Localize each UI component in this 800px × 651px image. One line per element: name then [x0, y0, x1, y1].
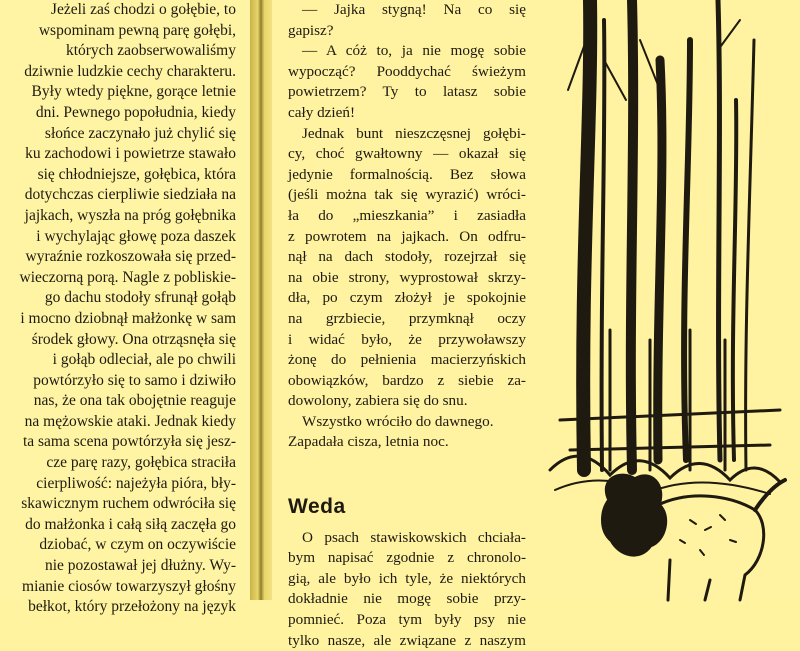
text-line: ła do „mieszkania” i zasiadła	[288, 206, 526, 224]
text-line: żonę do pełnienia macierzyńskich	[288, 351, 526, 369]
text-line: z powrotem na jajkach. On odfru-	[288, 227, 526, 245]
text-line: wspominam pewną parę gołębi,	[38, 21, 236, 39]
text-line: bełkot, który przełożony na język	[28, 598, 236, 616]
text-line: pomnieć. Poza tym były psy nie	[288, 611, 526, 629]
text-line: dowolony, zabiera się do snu.	[288, 392, 468, 410]
text-line: gią, ale było ich tyle, że niektórych	[288, 569, 526, 587]
dog-fur-marks	[680, 515, 736, 555]
text-line: go dachu stodoły sfrunął gołąb	[44, 289, 236, 307]
text-line: nął na dach stodoły, rozejrzał się	[288, 248, 526, 266]
text-line: nas, że ona tak obojętnie reaguje	[33, 392, 236, 410]
text-line: wieczorną porą. Nagle z pobliskie-	[19, 268, 236, 286]
section-heading: Weda	[288, 495, 346, 519]
branch	[718, 20, 740, 50]
text-line: jajkach, wyszła na próg gołębnika	[24, 206, 236, 224]
text-line: Wszystko wróciło do dawnego.	[302, 412, 494, 430]
text-line: słońce zaczynało już chylić się	[44, 124, 236, 142]
tree-trunk-3	[631, 0, 633, 470]
right-page	[272, 0, 800, 649]
text-line: gapisz?	[288, 21, 334, 39]
text-line: do małżonka i całą siłą zaczęła go	[25, 515, 236, 533]
text-line: cy, choć gwałtowny — okazał się	[288, 145, 526, 163]
left-text-column	[0, 0, 236, 618]
text-line: i wychylając głowę poza daszek	[36, 227, 236, 245]
trees-and-dog-illustration	[540, 0, 800, 600]
dog-body	[658, 496, 764, 600]
text-line: Jeżeli zaś chodzi o gołębie, to	[50, 1, 236, 18]
text-line: (jeśli można tak się wyrazić) wróci-	[288, 186, 526, 204]
text-line: obowiązków, bardzo z siebie za-	[288, 371, 526, 389]
text-line: powtórzyło się to samo i dziwiło	[33, 371, 236, 389]
text-line: — A cóż to, ja nie mogę sobie	[302, 42, 526, 60]
tree-trunk-4	[658, 60, 662, 460]
undergrowth	[555, 480, 770, 494]
text-line: Jednak bunt nieszczęsnej gołębi-	[302, 124, 526, 142]
text-line: na mężowskie ataki. Jednak kiedy	[24, 412, 236, 430]
text-line: i mocno dziobnął małżonkę w sam	[20, 309, 236, 327]
text-line: ku zachodowi i powietrze stawało	[25, 145, 236, 163]
illustration-drawing	[540, 0, 800, 600]
text-line: bym napisać zgodnie z chronolo-	[288, 549, 526, 567]
dog-head	[604, 476, 665, 554]
tree-trunk-6	[718, 0, 720, 460]
text-line: nie pozostawał jej dłużny. Wy-	[44, 557, 236, 575]
text-line: środek głowy. Ona otrząsnęła się	[31, 330, 236, 348]
text-line: cierpliwość: najeżyła pióra, bły-	[36, 474, 236, 492]
book-gutter	[250, 0, 272, 600]
text-line: na grzbiecie, przymknął oczy	[288, 309, 526, 327]
text-line: których zaobserwowaliśmy	[65, 42, 236, 60]
text-line: Zapadała cisza, letnia noc.	[288, 433, 449, 451]
text-line: i widać było, że przywoławszy	[288, 330, 526, 348]
text-line: mianie ciosów towarzyszył głośny	[22, 577, 236, 595]
left-page	[0, 0, 250, 616]
text-line: O psach stawiskowskich chciała-	[302, 528, 526, 546]
text-line: ta sama scena powtórzyła się jesz-	[22, 433, 236, 451]
tree-trunk-1	[583, 0, 590, 470]
weda-paragraph	[288, 528, 526, 651]
text-line: Były wtedy piękne, gorące letnie	[31, 83, 236, 101]
text-line: cały dzień!	[288, 103, 356, 121]
branch	[604, 60, 626, 100]
dialogue-paragraphs	[288, 0, 526, 453]
text-line: powietrzem? Ty to latasz sobie	[288, 83, 526, 101]
right-text-column	[288, 0, 526, 651]
text-line: cze parę razy, gołębica straciła	[46, 454, 236, 472]
text-line: dła, po czym złożył je spokojnie	[288, 289, 526, 307]
text-line: dokładnie nie mogę sobie przy-	[288, 590, 526, 608]
text-line: dotychczas cierpliwie siedziała na	[24, 186, 236, 204]
tree-trunk-7	[733, 100, 736, 460]
text-line: dni. Pewnego popołudnia, kiedy	[35, 103, 236, 121]
text-line: tylko nasze, ale związane z naszym	[288, 631, 526, 649]
text-line: — Jajka stygną! Na co się	[302, 1, 526, 18]
text-line: wypocząć? Pooddychać świeżym	[288, 62, 526, 80]
text-line: dziobać, w czym on oczywiście	[39, 536, 236, 554]
text-line: skawicznym ruchem odwróciła się	[21, 495, 236, 513]
text-line: wyraźnie rozkoszowała się przed-	[25, 248, 236, 266]
text-line: jedynie formalnością. Bez słowa	[288, 165, 526, 183]
tree-trunk-8	[746, 40, 754, 470]
text-line: się chłodniejsze, gołębica, która	[37, 165, 236, 183]
text-line: i gołąb odleciał, ale po chwili	[52, 351, 236, 369]
tree-trunk-2	[602, 20, 605, 470]
dog-tail	[755, 480, 785, 510]
text-line: na obie strony, wyprostował skrzy-	[288, 268, 526, 286]
text-line: dziwnie ludzkie cechy charakteru.	[24, 62, 236, 80]
